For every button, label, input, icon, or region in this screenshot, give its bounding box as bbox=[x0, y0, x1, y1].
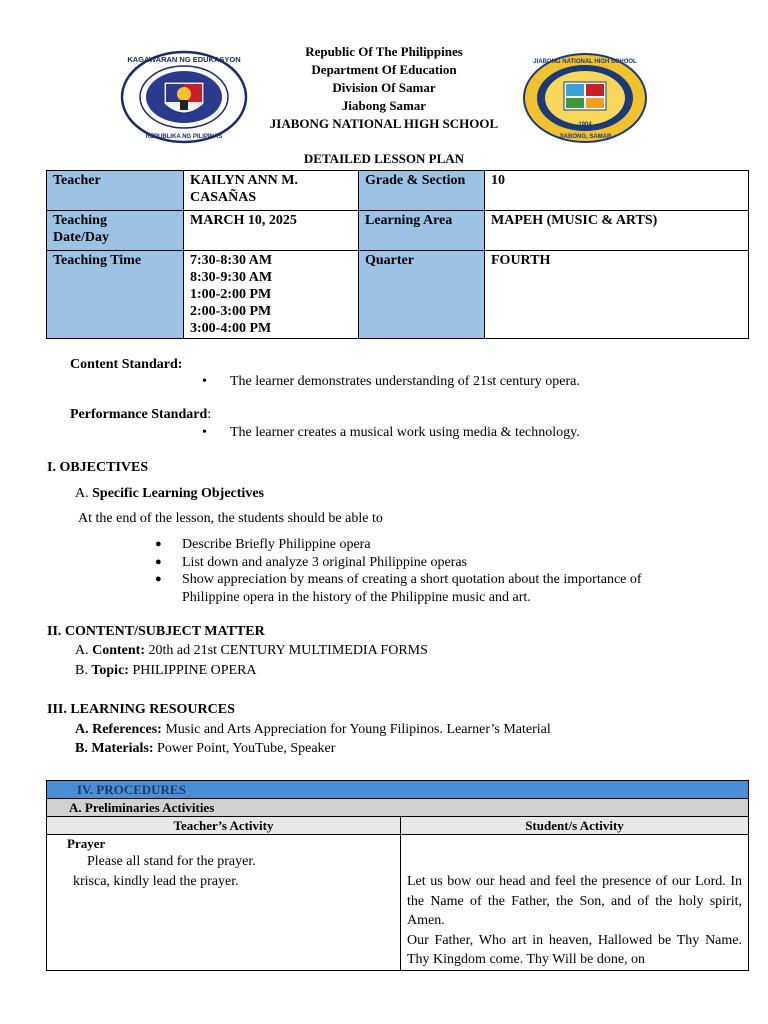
header-line-division: Division Of Samar bbox=[332, 80, 436, 95]
teacher-line: Please all stand for the prayer. bbox=[87, 854, 256, 869]
time-value: 7:30-8:30 AM 8:30-9:30 AM 1:00-2:00 PM 2:00-3:00 PM 3:00-4:00 PM bbox=[184, 251, 359, 339]
performance-standard-label: Performance Standard bbox=[70, 407, 208, 422]
school-header bbox=[200, 43, 568, 133]
header-line-location: Jiabong Samar bbox=[341, 98, 427, 113]
objectives-list bbox=[155, 536, 642, 606]
objectives-heading: I. OBJECTIVES bbox=[47, 460, 149, 475]
date-value: MARCH 10, 2025 bbox=[184, 211, 359, 251]
header-line-school: JIABONG NATIONAL HIGH SCHOOL bbox=[269, 116, 499, 131]
list-item: ● List down and analyze 3 original Philippine operas bbox=[155, 554, 467, 570]
objectives-subheading: A. Specific Learning Objectives bbox=[75, 486, 264, 501]
svg-text:JIABONG NATIONAL HIGH SCHOOL: JIABONG NATIONAL HIGH SCHOOL bbox=[533, 59, 637, 65]
header-line-republic: Republic Of The Philippines bbox=[305, 44, 463, 59]
content-heading: II. CONTENT/SUBJECT MATTER bbox=[47, 624, 265, 639]
list-item-continuation: Philippine opera in the history of the Philippine music and art. bbox=[182, 589, 531, 605]
lesson-info-table bbox=[46, 170, 749, 339]
student-activity-cell bbox=[401, 835, 749, 971]
resources-heading: III. LEARNING RESOURCES bbox=[47, 702, 235, 717]
header-line-department: Department Of Education bbox=[311, 62, 457, 77]
performance-standard-text: The learner creates a musical work using media & technology. bbox=[230, 425, 580, 440]
resources-materials: B. Materials: Power Point, YouTube, Speaker bbox=[75, 741, 336, 756]
student-response: Let us bow our head and feel the presence of our Lord. In the Name of the Father, the Son, and of the holy spirit, Amen. bbox=[407, 874, 742, 928]
svg-text:1904: 1904 bbox=[578, 122, 592, 128]
objectives-intro: At the end of the lesson, the students should be able to bbox=[78, 511, 383, 526]
procedures-heading: IV. PROCEDURES bbox=[47, 781, 749, 799]
content-item-a: A. Content: 20th ad 21st CENTURY MULTIMEDIA FORMS bbox=[75, 643, 428, 658]
bullet-icon: ● bbox=[155, 573, 162, 585]
content-item-b: B. Topic: PHILIPPINE OPERA bbox=[75, 663, 257, 678]
list-item: ● Show appreciation by means of creating a short quotation about the importance of bbox=[155, 572, 642, 587]
performance-standard-heading: Performance Standard: bbox=[70, 407, 212, 422]
bullet-icon: • bbox=[202, 374, 207, 389]
document-title: DETAILED LESSON PLAN bbox=[303, 151, 465, 166]
time-label: Teaching Time bbox=[47, 251, 184, 339]
teacher-label: Teacher bbox=[47, 171, 184, 211]
date-label: Teaching Date/Day bbox=[47, 211, 184, 251]
student-response: Our Father, Who art in heaven, Hallowed be Thy Name. Thy Kingdom come. Thy Will be done, on bbox=[407, 932, 742, 967]
bullet-icon: ● bbox=[155, 555, 162, 568]
teacher-line: krisca, kindly lead the prayer. bbox=[73, 874, 239, 889]
list-item: ● Describe Briefly Philippine opera bbox=[155, 537, 371, 552]
svg-text:KAGAWARAN NG EDUKASYON: KAGAWARAN NG EDUKASYON bbox=[127, 55, 241, 64]
grade-value: 10 bbox=[485, 171, 749, 211]
resources-references: A. References: Music and Arts Appreciation for Young Filipinos. Learner’s Material bbox=[75, 722, 551, 737]
student-activity-header: Student/s Activity bbox=[401, 817, 749, 835]
area-label: Learning Area bbox=[359, 211, 485, 251]
content-standard-label: Content Standard: bbox=[70, 357, 183, 372]
svg-text:REPUBLIKA NG PILIPINAS: REPUBLIKA NG PILIPINAS bbox=[145, 134, 223, 140]
procedures-table bbox=[46, 780, 749, 971]
preliminaries-heading: A. Preliminaries Activities bbox=[47, 799, 749, 817]
quarter-label: Quarter bbox=[359, 251, 485, 339]
teacher-activity-cell bbox=[47, 835, 401, 971]
prayer-label: Prayer bbox=[67, 836, 106, 851]
content-standard-text: The learner demonstrates understanding of 21st century opera. bbox=[230, 374, 580, 389]
teacher-activity-header: Teacher’s Activity bbox=[47, 817, 401, 835]
svg-text:JIABONG, SAMAR: JIABONG, SAMAR bbox=[558, 134, 612, 140]
bullet-icon: ● bbox=[155, 538, 162, 550]
quarter-value: FOURTH bbox=[485, 251, 749, 339]
grade-label: Grade & Section bbox=[359, 171, 485, 211]
teacher-value: KAILYN ANN M. CASAÑAS bbox=[184, 171, 359, 211]
bullet-icon: • bbox=[202, 425, 207, 440]
area-value: MAPEH (MUSIC & ARTS) bbox=[485, 211, 749, 251]
